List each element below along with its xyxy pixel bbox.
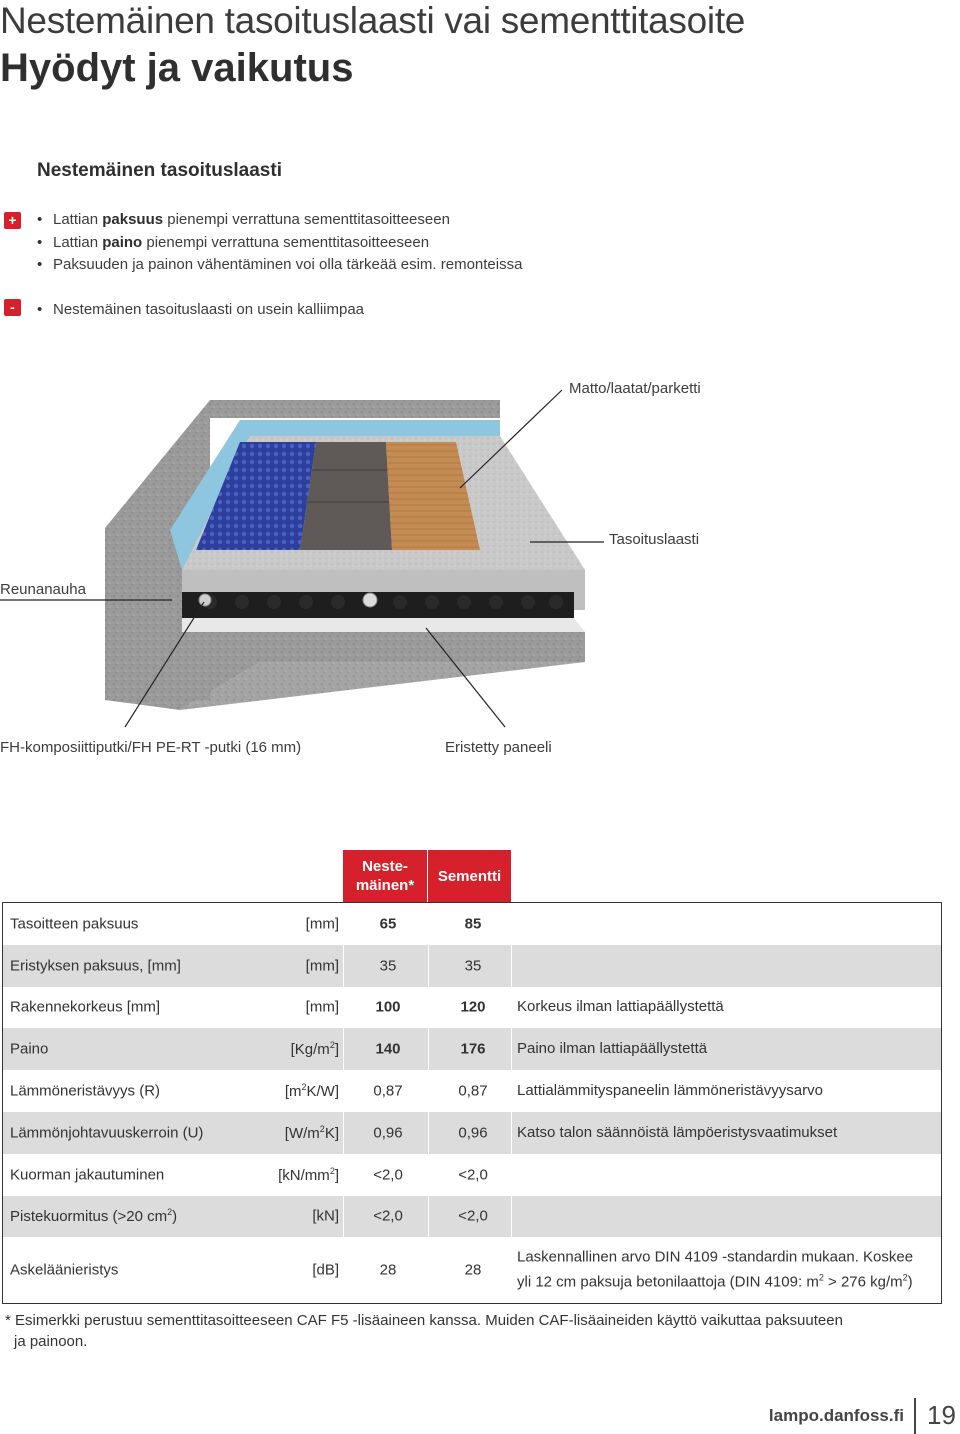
row-unit: [mm]	[305, 915, 339, 933]
value-liquid: 0,96	[373, 1124, 403, 1142]
row-unit: [dB]	[312, 1261, 339, 1279]
row-name: Lämmöneristävyys (R)	[10, 1082, 161, 1100]
row-note: Lattialämmityspaneelin lämmöneristävyysarvo	[517, 1082, 823, 1100]
value-liquid: 35	[379, 957, 397, 975]
value-liquid: 140	[375, 1040, 401, 1058]
row-name: Lämmönjohtavuuskerroin (U)	[10, 1124, 204, 1142]
plus-icon: +	[4, 212, 21, 229]
page-title: Nestemäinen tasoituslaasti vai sementtitasoite	[0, 0, 746, 41]
row-note: Korkeus ilman lattiapäällystettä	[517, 998, 724, 1016]
column-header-liquid	[343, 850, 427, 902]
row-unit: $[kN/mm^2]$	[278, 1165, 339, 1184]
value-liquid: 28	[379, 1261, 397, 1279]
table-row	[3, 1112, 941, 1154]
table-row	[3, 987, 941, 1029]
column-header-cement: Sementti	[428, 850, 511, 902]
row-note: Laskennallinen arvo DIN 4109 -standardin mukaan. Koskee yli 12 cm paksuja betonilaattoja (DIN 4109: $m^2 > 276$ $kg/m^2$)	[517, 1248, 914, 1291]
value-liquid: <2,0	[373, 1207, 403, 1225]
row-unit: [kN]	[312, 1207, 339, 1225]
row-name: Rakennekorkeus [mm]	[10, 998, 161, 1016]
row-unit: $[W/m^2K]$	[284, 1123, 339, 1142]
comparison-table	[2, 902, 942, 1304]
label-screed: Tasoituslaasti	[609, 531, 700, 548]
value-cement: 35	[464, 957, 482, 975]
value-liquid: 0,87	[373, 1082, 403, 1100]
value-cement: 120	[460, 998, 486, 1016]
footnote-line1: * Esimerkki perustuu sementtitasoitteeseen CAF F5 -lisäaineen kanssa. Muiden CAF-lisäaineiden käyttö vaikuttaa paksuuteen	[5, 1312, 843, 1329]
value-cement: 28	[464, 1261, 482, 1279]
table-row	[3, 1154, 941, 1196]
website-link[interactable]: lampo.danfoss.fi	[768, 1406, 904, 1425]
label-panel: Eristetty paneeli	[445, 739, 552, 756]
value-cement: <2,0	[458, 1207, 488, 1225]
row-name: Askeläänieristys	[10, 1261, 119, 1279]
list-item: • Paksuuden ja painon vähentäminen voi olla tärkeää esim. remonteissa	[37, 254, 522, 277]
row-unit: [mm]	[305, 998, 339, 1016]
row-note: Paino ilman lattiapäällystettä	[517, 1040, 708, 1058]
table-row	[3, 903, 941, 945]
column-header-liquid-line2: mäinen*	[355, 877, 415, 894]
value-cement: 85	[464, 915, 482, 933]
list-item: • Lattian paino pienempi verrattuna sementtitasoitteeseen	[37, 232, 522, 255]
value-cement: 176	[460, 1040, 486, 1058]
page-number: 19	[927, 1400, 956, 1430]
label-floor-cover: Matto/laatat/parketti	[569, 380, 701, 397]
list-item: • Lattian paksuus pienempi verrattuna sementtitasoitteeseen	[37, 209, 522, 232]
value-cement: 0,87	[458, 1082, 488, 1100]
floor-construction-illustration	[0, 370, 960, 770]
minus-icon: -	[4, 299, 21, 316]
value-cement: <2,0	[458, 1166, 488, 1184]
column-header-liquid-line1: Neste-	[362, 858, 408, 875]
row-note: Katso talon säännöistä lämpöeristysvaatimukset	[517, 1123, 838, 1141]
section-title: Nestemäinen tasoituslaasti	[37, 160, 282, 181]
pros-list	[37, 209, 522, 277]
page-subtitle: Hyödyt ja vaikutus	[0, 46, 354, 90]
table-row	[3, 1237, 941, 1303]
table-row	[3, 1070, 941, 1112]
table-row	[3, 1028, 941, 1070]
row-name: Eristyksen paksuus, [mm]	[10, 957, 181, 975]
row-name: Paino	[10, 1040, 49, 1058]
row-unit: $[m^2K/W]$	[284, 1082, 339, 1101]
label-pipe: FH-komposiittiputki/FH PE-RT -putki (16 mm)	[0, 739, 302, 756]
value-liquid: <2,0	[373, 1166, 403, 1184]
list-item: • Nestemäinen tasoituslaasti on usein kalliimpaa	[37, 299, 364, 322]
row-unit: [mm]	[305, 957, 339, 975]
value-cement: 0,96	[458, 1124, 488, 1142]
footnote-line2: ja painoon.	[14, 1333, 88, 1350]
row-name: Pistekuormitus (>20 $cm^2$)	[10, 1207, 178, 1226]
cons-list	[37, 299, 364, 322]
table-row	[3, 1196, 941, 1238]
label-edge-strip: Reunanauha	[0, 581, 86, 598]
row-unit: $[Kg/m^2]$	[290, 1040, 339, 1059]
table-row	[3, 945, 941, 987]
value-liquid: 100	[375, 998, 401, 1016]
value-liquid: 65	[379, 915, 397, 933]
row-name: Tasoitteen paksuus	[10, 915, 139, 933]
page-divider	[914, 1398, 916, 1434]
footnote	[5, 1310, 843, 1352]
row-name: Kuorman jakautuminen	[10, 1166, 165, 1184]
